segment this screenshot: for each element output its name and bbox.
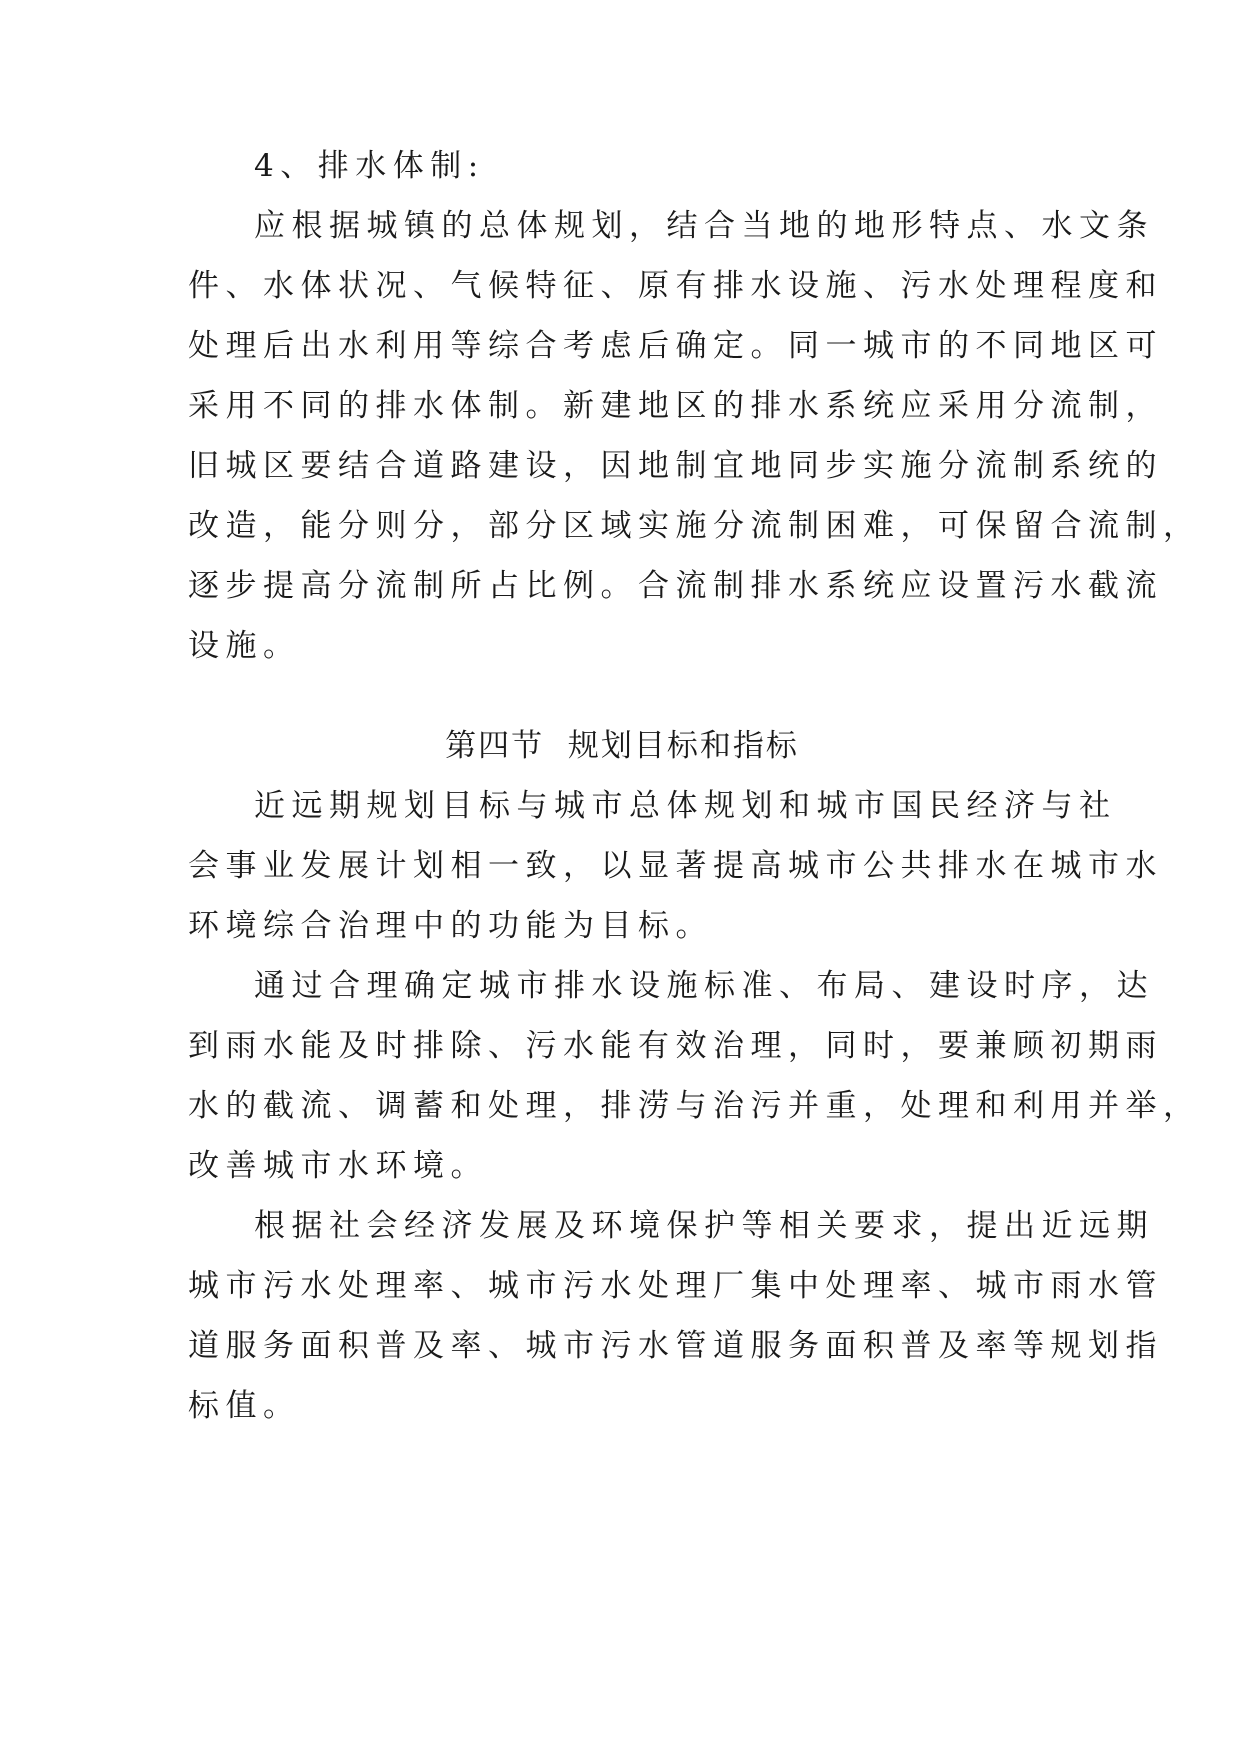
paragraph-line: 改造，能分则分，部分区域实施分流制困难，可保留合流制， — [188, 508, 1201, 544]
paragraph-line: 标值。 — [188, 1388, 301, 1424]
paragraph-line: 水的截流、调蓄和处理，排涝与治污并重，处理和利用并举， — [188, 1088, 1201, 1124]
paragraph-line: 城市污水处理率、城市污水处理厂集中处理率、城市雨水管 — [188, 1268, 1163, 1304]
paragraph-line: 件、水体状况、气候特征、原有排水设施、污水处理程度和 — [188, 268, 1163, 304]
paragraph-line: 采用不同的排水体制。新建地区的排水系统应采用分流制， — [188, 388, 1163, 424]
paragraph-line: 环境综合治理中的功能为目标。 — [188, 908, 713, 944]
paragraph-line: 处理后出水利用等综合考虑后确定。同一城市的不同地区可 — [188, 328, 1163, 364]
paragraph-line: 近远期规划目标与城市总体规划和城市国民经济与社 — [254, 788, 1117, 824]
paragraph-line: 逐步提高分流制所占比例。合流制排水系统应设置污水截流 — [188, 568, 1163, 604]
section-heading: 第四节 规划目标和指标 — [445, 728, 799, 764]
paragraph-line: 会事业发展计划相一致，以显著提高城市公共排水在城市水 — [188, 848, 1163, 884]
paragraph-line: 应根据城镇的总体规划，结合当地的地形特点、水文条 — [254, 208, 1154, 244]
paragraph-line: 道服务面积普及率、城市污水管道服务面积普及率等规划指 — [188, 1328, 1163, 1364]
paragraph-line: 到雨水能及时排除、污水能有效治理，同时，要兼顾初期雨 — [188, 1028, 1163, 1064]
paragraph-line: 根据社会经济发展及环境保护等相关要求，提出近远期 — [254, 1208, 1154, 1244]
paragraph-line: 改善城市水环境。 — [188, 1148, 488, 1184]
paragraph-line: 旧城区要结合道路建设，因地制宜地同步实施分流制系统的 — [188, 448, 1163, 484]
paragraph-line: 通过合理确定城市排水设施标准、布局、建设时序，达 — [254, 968, 1154, 1004]
item-title: 4、排水体制: — [254, 148, 485, 184]
paragraph-line: 设施。 — [188, 628, 301, 664]
